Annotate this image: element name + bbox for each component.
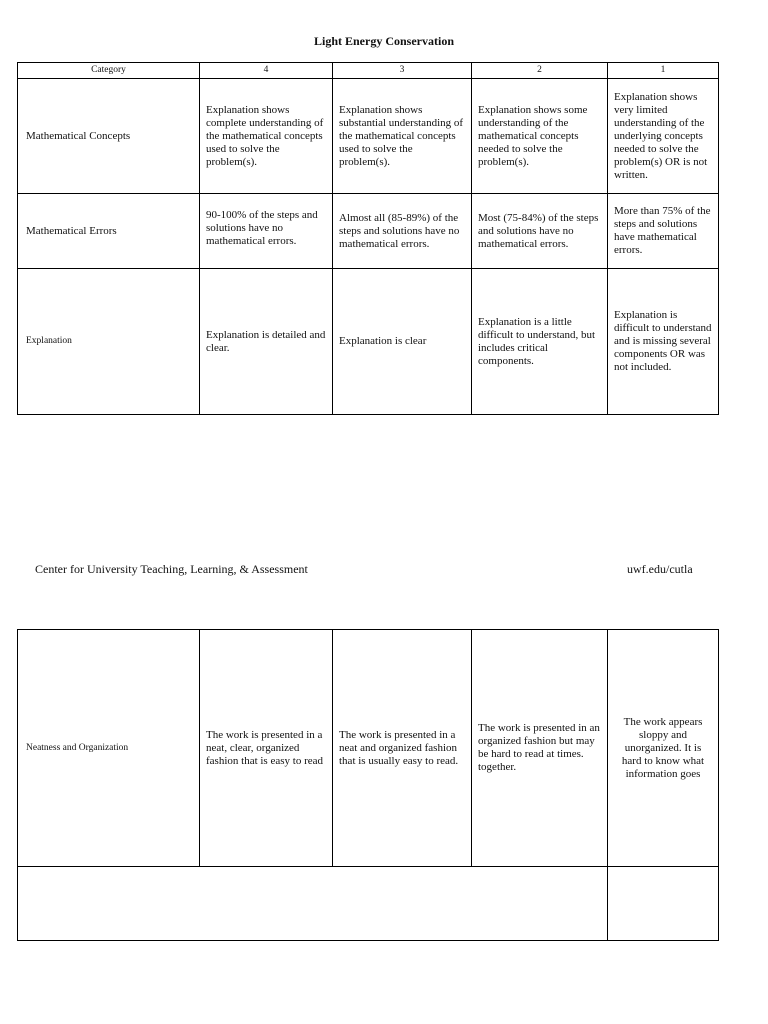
cell-score-1: More than 75% of the steps and solutions have mathematical errors. bbox=[608, 194, 719, 269]
row-category: Mathematical Concepts bbox=[18, 79, 200, 194]
header-score-3: 3 bbox=[333, 63, 472, 79]
cell-score-2: The work is presented in an organized fashion but may be hard to read at times. together. bbox=[472, 630, 608, 867]
header-category: Category bbox=[18, 63, 200, 79]
cell-score-1: The work appears sloppy and unorganized. It is hard to know what information goes bbox=[608, 630, 719, 867]
cell-score-1: Explanation is difficult to understand and is missing several components OR was not included. bbox=[608, 269, 719, 415]
cell-score-4: Explanation is detailed and clear. bbox=[200, 269, 333, 415]
cell-score-2: Most (75-84%) of the steps and solutions have no mathematical errors. bbox=[472, 194, 608, 269]
table-row bbox=[18, 269, 719, 415]
header-score-2: 2 bbox=[472, 63, 608, 79]
cell-score-2: Explanation is a little difficult to understand, but includes critical components. bbox=[472, 269, 608, 415]
cell-score-3: The work is presented in a neat and organized fashion that is usually easy to read. bbox=[333, 630, 472, 867]
cell-score-3: Explanation shows substantial understanding of the mathematical concepts used to solve the problem(s). bbox=[333, 79, 472, 194]
cell-score-1: Explanation shows very limited understanding of the underlying concepts needed to solve the problem(s) OR is not written. bbox=[608, 79, 719, 194]
table-row bbox=[18, 630, 719, 867]
cell-score-4: Explanation shows complete understanding of the mathematical concepts used to solve the problem(s). bbox=[200, 79, 333, 194]
table-row bbox=[18, 194, 719, 269]
header-score-4: 4 bbox=[200, 63, 333, 79]
document-title: Light Energy Conservation bbox=[313, 34, 454, 48]
table-header-row bbox=[18, 63, 719, 79]
rubric-table-continued bbox=[17, 629, 719, 941]
row-category: Mathematical Errors bbox=[18, 194, 200, 269]
row-category: Explanation bbox=[18, 269, 200, 415]
cell-score-4: 90-100% of the steps and solutions have no mathematical errors. bbox=[200, 194, 333, 269]
cell-score-4: The work is presented in a neat, clear, organized fashion that is easy to read bbox=[200, 630, 333, 867]
header-score-1: 1 bbox=[608, 63, 719, 79]
cell-score-2: Explanation shows some understanding of the mathematical concepts needed to solve the problem(s). bbox=[472, 79, 608, 194]
footer-institution: Center for University Teaching, Learning, & Assessment bbox=[35, 562, 308, 576]
empty-cell bbox=[18, 867, 608, 941]
row-category: Neatness and Organization bbox=[18, 630, 200, 867]
rubric-table bbox=[17, 62, 719, 415]
table-row-empty bbox=[18, 867, 719, 941]
footer-url: uwf.edu/cutla bbox=[627, 562, 693, 576]
cell-score-3: Explanation is clear bbox=[333, 269, 472, 415]
cell-score-3: Almost all (85-89%) of the steps and solutions have no mathematical errors. bbox=[333, 194, 472, 269]
empty-cell bbox=[608, 867, 719, 941]
table-row bbox=[18, 79, 719, 194]
